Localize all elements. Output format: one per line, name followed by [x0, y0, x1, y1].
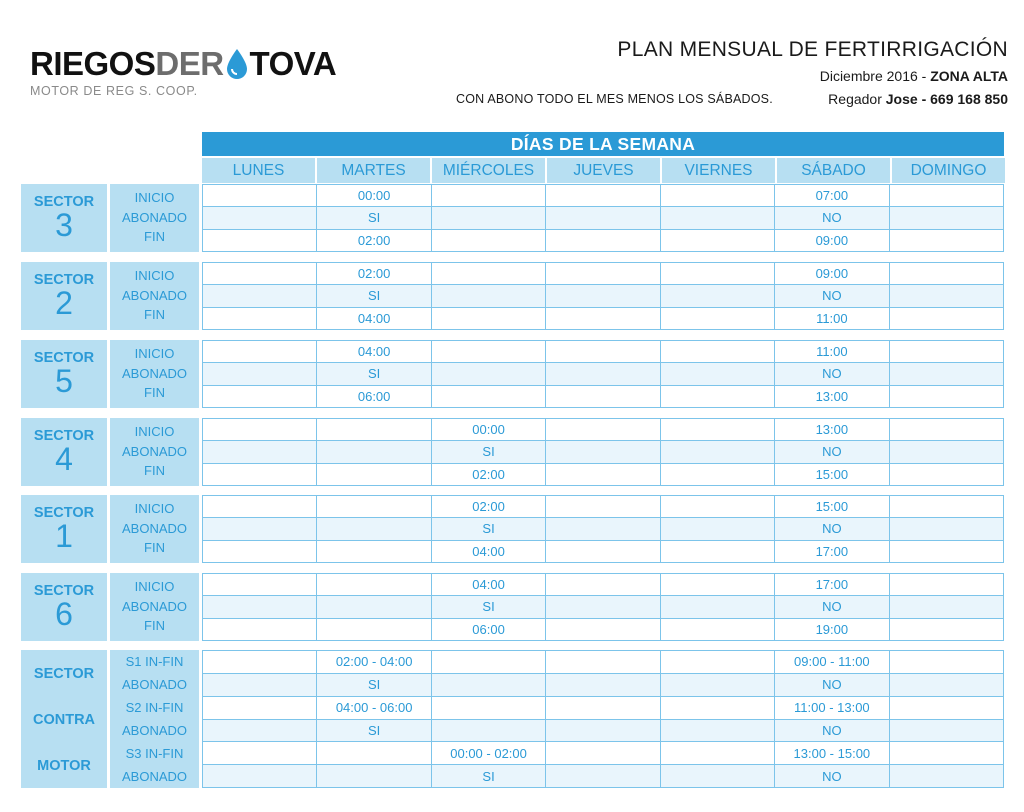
contra-motor-cell-thursday: [546, 742, 660, 765]
schedule-grid: [202, 495, 1004, 563]
cell-fin-saturday: 13:00: [775, 386, 889, 408]
cell-inicio-tuesday: 04:00: [317, 341, 431, 363]
sector-word: SECTOR: [33, 428, 95, 444]
sector-block: [21, 418, 1004, 486]
cell-abonado-thursday: [546, 285, 660, 307]
regador-separator: -: [917, 91, 931, 107]
contra-motor-row-label: ABONADO: [121, 769, 187, 784]
cell-inicio-wednesday: [432, 341, 546, 363]
regador-line: [828, 91, 1008, 107]
row-label-abonado: ABONADO: [121, 365, 187, 381]
cell-abonado-friday: [661, 596, 775, 618]
cell-abonado-saturday: NO: [775, 596, 889, 618]
cell-inicio-sunday: [890, 419, 1004, 441]
cell-fin-saturday: 19:00: [775, 619, 889, 641]
cell-inicio-tuesday: 02:00: [317, 263, 431, 285]
row-label-inicio: INICIO: [134, 268, 175, 283]
row-label-abonado: ABONADO: [121, 598, 187, 614]
cell-inicio-saturday: 13:00: [775, 419, 889, 441]
sector-number: 6: [55, 596, 73, 632]
cell-abonado-saturday: NO: [775, 207, 889, 229]
cell-fin-friday: [661, 464, 775, 486]
row-label-inicio: INICIO: [134, 501, 175, 516]
cell-fin-friday: [661, 541, 775, 563]
schedule-grid: [202, 262, 1004, 330]
contra-motor-cell-sunday: [890, 674, 1004, 697]
contra-motor-grid: [202, 650, 1004, 788]
cell-inicio-tuesday: [317, 419, 431, 441]
cell-inicio-friday: [661, 574, 775, 596]
contra-motor-cell-tuesday: [317, 742, 431, 765]
cell-abonado-wednesday: [432, 207, 546, 229]
sector-label: [21, 184, 107, 252]
cell-fin-tuesday: [317, 619, 431, 641]
cell-abonado-monday: [203, 596, 317, 618]
sector-number: 1: [55, 518, 73, 554]
contra-motor-cell-friday: [661, 742, 775, 765]
row-label-abonado: ABONADO: [121, 443, 187, 459]
contra-motor-row-label: ABONADO: [121, 723, 187, 738]
page-title: PLAN MENSUAL DE FERTIRRIGACIÓN: [617, 38, 1008, 61]
cell-inicio-thursday: [546, 496, 660, 518]
row-labels: [110, 184, 199, 252]
contra-motor-row-label: S2 IN-FIN: [125, 700, 184, 715]
cell-inicio-friday: [661, 341, 775, 363]
cell-inicio-monday: [203, 341, 317, 363]
row-label-abonado: ABONADO: [121, 287, 187, 303]
row-labels: [110, 418, 199, 486]
cell-inicio-monday: [203, 574, 317, 596]
contra-motor-word-1: SECTOR: [33, 666, 95, 682]
cell-abonado-saturday: NO: [775, 518, 889, 540]
sector-word: SECTOR: [33, 350, 95, 366]
cell-abonado-friday: [661, 363, 775, 385]
sector-label: [21, 573, 107, 641]
cell-abonado-tuesday: [317, 518, 431, 540]
contra-motor-word-3: MOTOR: [37, 758, 91, 774]
cell-inicio-thursday: [546, 263, 660, 285]
contra-motor-cell-monday: [203, 651, 317, 674]
cell-fin-wednesday: 02:00: [432, 464, 546, 486]
cell-abonado-tuesday: [317, 596, 431, 618]
cell-inicio-friday: [661, 185, 775, 207]
row-labels: [110, 495, 199, 563]
logo-wordmark: [30, 46, 360, 87]
cell-fin-sunday: [890, 308, 1004, 330]
contra-motor-cell-tuesday: 04:00 - 06:00: [317, 697, 431, 720]
sector-word: SECTOR: [33, 583, 95, 599]
days-of-week-header: DÍAS DE LA SEMANA: [202, 132, 1004, 156]
contra-motor-cell-wednesday: [432, 674, 546, 697]
cell-fin-friday: [661, 230, 775, 252]
cell-fin-thursday: [546, 308, 660, 330]
cell-inicio-thursday: [546, 341, 660, 363]
cell-fin-monday: [203, 230, 317, 252]
contra-motor-cell-wednesday: [432, 651, 546, 674]
row-label-fin: FIN: [144, 540, 165, 555]
sector-number: 5: [55, 363, 73, 399]
cell-inicio-sunday: [890, 496, 1004, 518]
contra-motor-cell-saturday: NO: [775, 765, 889, 788]
cell-fin-tuesday: [317, 541, 431, 563]
sector-word: SECTOR: [33, 505, 95, 521]
contra-motor-cell-tuesday: [317, 765, 431, 788]
row-labels: [110, 573, 199, 641]
contra-motor-label: [21, 650, 107, 788]
row-label-inicio: INICIO: [134, 579, 175, 594]
sector-block: [21, 184, 1004, 252]
cell-inicio-tuesday: [317, 574, 431, 596]
contra-motor-cell-tuesday: 02:00 - 04:00: [317, 651, 431, 674]
cell-inicio-monday: [203, 419, 317, 441]
cell-inicio-tuesday: 00:00: [317, 185, 431, 207]
cell-fin-sunday: [890, 541, 1004, 563]
contra-motor-cell-saturday: 13:00 - 15:00: [775, 742, 889, 765]
row-label-fin: FIN: [144, 618, 165, 633]
contra-motor-cell-thursday: [546, 651, 660, 674]
cell-fin-friday: [661, 386, 775, 408]
cell-fin-wednesday: [432, 386, 546, 408]
cell-abonado-friday: [661, 518, 775, 540]
cell-inicio-sunday: [890, 263, 1004, 285]
row-labels: [110, 262, 199, 330]
cell-fin-monday: [203, 464, 317, 486]
period-line: [820, 68, 1008, 84]
day-wednesday: MIÉRCOLES: [432, 158, 545, 183]
schedule-grid: [202, 184, 1004, 252]
cell-fin-saturday: 11:00: [775, 308, 889, 330]
cell-abonado-thursday: [546, 518, 660, 540]
cell-inicio-friday: [661, 496, 775, 518]
cell-fin-monday: [203, 308, 317, 330]
sector-block: [21, 340, 1004, 408]
contra-motor-cell-thursday: [546, 674, 660, 697]
contra-motor-cell-tuesday: SI: [317, 720, 431, 743]
cell-abonado-tuesday: SI: [317, 363, 431, 385]
contra-motor-word-2: CONTRA: [32, 712, 96, 728]
contra-motor-cell-monday: [203, 720, 317, 743]
cell-fin-friday: [661, 619, 775, 641]
contra-motor-cell-friday: [661, 765, 775, 788]
contra-motor-cell-saturday: NO: [775, 674, 889, 697]
cell-inicio-sunday: [890, 185, 1004, 207]
sector-block: [21, 262, 1004, 330]
schedule-note: CON ABONO TODO EL MES MENOS LOS SÁBADOS.: [456, 92, 773, 106]
contra-motor-cell-thursday: [546, 765, 660, 788]
contra-motor-cell-sunday: [890, 742, 1004, 765]
schedule-grid: [202, 573, 1004, 641]
cell-fin-monday: [203, 386, 317, 408]
cell-inicio-tuesday: [317, 496, 431, 518]
cell-fin-sunday: [890, 464, 1004, 486]
cell-inicio-thursday: [546, 185, 660, 207]
cell-fin-thursday: [546, 230, 660, 252]
contra-motor-cell-sunday: [890, 697, 1004, 720]
cell-fin-thursday: [546, 541, 660, 563]
contra-motor-cell-friday: [661, 697, 775, 720]
cell-inicio-wednesday: [432, 263, 546, 285]
cell-abonado-friday: [661, 441, 775, 463]
cell-abonado-wednesday: SI: [432, 596, 546, 618]
contra-motor-cell-thursday: [546, 720, 660, 743]
day-tuesday: MARTES: [317, 158, 430, 183]
sector-word: SECTOR: [33, 272, 95, 288]
cell-abonado-thursday: [546, 596, 660, 618]
row-label-inicio: INICIO: [134, 190, 175, 205]
sector-label: [21, 262, 107, 330]
cell-inicio-sunday: [890, 341, 1004, 363]
logo-part-1: RIEGOS: [30, 45, 156, 82]
cell-abonado-monday: [203, 207, 317, 229]
company-logo: [30, 46, 360, 98]
contra-motor-cell-saturday: 09:00 - 11:00: [775, 651, 889, 674]
cell-inicio-monday: [203, 496, 317, 518]
cell-inicio-saturday: 11:00: [775, 341, 889, 363]
contra-motor-cell-sunday: [890, 720, 1004, 743]
cell-abonado-tuesday: SI: [317, 207, 431, 229]
row-label-fin: FIN: [144, 229, 165, 244]
cell-abonado-thursday: [546, 207, 660, 229]
logo-subtitle: MOTOR DE REG S. COOP.: [30, 84, 198, 98]
cell-inicio-monday: [203, 185, 317, 207]
day-saturday: SÁBADO: [777, 158, 890, 183]
sector-label: [21, 340, 107, 408]
row-label-fin: FIN: [144, 463, 165, 478]
schedule-grid: [202, 340, 1004, 408]
cell-abonado-sunday: [890, 596, 1004, 618]
cell-fin-tuesday: 02:00: [317, 230, 431, 252]
contra-motor-cell-monday: [203, 742, 317, 765]
cell-abonado-thursday: [546, 363, 660, 385]
day-thursday: JUEVES: [547, 158, 660, 183]
zone: ZONA ALTA: [930, 68, 1008, 84]
period-separator: -: [917, 68, 931, 84]
cell-inicio-sunday: [890, 574, 1004, 596]
contra-motor-row-label: S1 IN-FIN: [125, 654, 184, 669]
contra-motor-cell-friday: [661, 651, 775, 674]
sector-label: [21, 418, 107, 486]
cell-fin-monday: [203, 619, 317, 641]
cell-fin-thursday: [546, 464, 660, 486]
regador-label: Regador: [828, 91, 882, 107]
cell-abonado-wednesday: [432, 363, 546, 385]
contra-motor-cell-monday: [203, 765, 317, 788]
cell-abonado-sunday: [890, 518, 1004, 540]
cell-inicio-thursday: [546, 419, 660, 441]
cell-inicio-wednesday: [432, 185, 546, 207]
contra-motor-cell-wednesday: 00:00 - 02:00: [432, 742, 546, 765]
contra-motor-cell-friday: [661, 674, 775, 697]
day-friday: VIERNES: [662, 158, 775, 183]
cell-inicio-wednesday: 04:00: [432, 574, 546, 596]
contra-motor-cell-tuesday: SI: [317, 674, 431, 697]
contra-motor-cell-wednesday: [432, 697, 546, 720]
cell-fin-tuesday: 06:00: [317, 386, 431, 408]
cell-inicio-saturday: 07:00: [775, 185, 889, 207]
cell-fin-saturday: 09:00: [775, 230, 889, 252]
water-drop-icon: [225, 48, 249, 87]
cell-abonado-sunday: [890, 441, 1004, 463]
sector-number: 3: [55, 207, 73, 243]
schedule-grid: [202, 418, 1004, 486]
regador-phone: 669 168 850: [930, 91, 1008, 107]
contra-motor-cell-thursday: [546, 697, 660, 720]
contra-motor-cell-sunday: [890, 765, 1004, 788]
cell-inicio-saturday: 15:00: [775, 496, 889, 518]
cell-abonado-monday: [203, 363, 317, 385]
cell-abonado-monday: [203, 441, 317, 463]
cell-fin-thursday: [546, 386, 660, 408]
contra-motor-block: [21, 650, 1004, 788]
cell-abonado-sunday: [890, 363, 1004, 385]
cell-inicio-wednesday: 00:00: [432, 419, 546, 441]
day-columns: [202, 158, 1005, 183]
cell-inicio-thursday: [546, 574, 660, 596]
contra-motor-cell-saturday: 11:00 - 13:00: [775, 697, 889, 720]
cell-abonado-tuesday: SI: [317, 285, 431, 307]
sector-block: [21, 495, 1004, 563]
cell-abonado-wednesday: SI: [432, 518, 546, 540]
day-sunday: DOMINGO: [892, 158, 1005, 183]
cell-abonado-tuesday: [317, 441, 431, 463]
cell-abonado-saturday: NO: [775, 285, 889, 307]
contra-motor-row-label: S3 IN-FIN: [125, 746, 184, 761]
cell-fin-monday: [203, 541, 317, 563]
row-label-fin: FIN: [144, 307, 165, 322]
sector-number: 2: [55, 285, 73, 321]
cell-fin-tuesday: [317, 464, 431, 486]
contra-motor-row-label: ABONADO: [121, 677, 187, 692]
cell-abonado-sunday: [890, 207, 1004, 229]
cell-fin-sunday: [890, 386, 1004, 408]
contra-motor-cell-friday: [661, 720, 775, 743]
row-label-fin: FIN: [144, 385, 165, 400]
cell-inicio-saturday: 09:00: [775, 263, 889, 285]
sector-label: [21, 495, 107, 563]
cell-abonado-friday: [661, 285, 775, 307]
cell-abonado-saturday: NO: [775, 441, 889, 463]
cell-fin-sunday: [890, 230, 1004, 252]
contra-motor-row-labels: [110, 650, 199, 788]
cell-fin-friday: [661, 308, 775, 330]
cell-fin-tuesday: 04:00: [317, 308, 431, 330]
cell-fin-wednesday: 04:00: [432, 541, 546, 563]
cell-inicio-saturday: 17:00: [775, 574, 889, 596]
cell-abonado-friday: [661, 207, 775, 229]
contra-motor-cell-monday: [203, 674, 317, 697]
sector-number: 4: [55, 441, 73, 477]
cell-fin-wednesday: [432, 230, 546, 252]
period: Diciembre 2016: [819, 68, 918, 84]
row-label-abonado: ABONADO: [121, 209, 187, 225]
cell-fin-saturday: 15:00: [775, 464, 889, 486]
cell-inicio-monday: [203, 263, 317, 285]
sector-block: [21, 573, 1004, 641]
row-label-abonado: ABONADO: [121, 520, 187, 536]
regador-name: Jose: [885, 91, 918, 107]
cell-abonado-monday: [203, 518, 317, 540]
logo-part-3: TOVA: [249, 45, 337, 82]
contra-motor-cell-wednesday: [432, 720, 546, 743]
cell-abonado-saturday: NO: [775, 363, 889, 385]
sector-word: SECTOR: [33, 194, 95, 210]
cell-abonado-wednesday: [432, 285, 546, 307]
cell-abonado-sunday: [890, 285, 1004, 307]
row-labels: [110, 340, 199, 408]
cell-inicio-friday: [661, 419, 775, 441]
cell-abonado-monday: [203, 285, 317, 307]
cell-fin-saturday: 17:00: [775, 541, 889, 563]
cell-inicio-wednesday: 02:00: [432, 496, 546, 518]
cell-fin-thursday: [546, 619, 660, 641]
contra-motor-cell-saturday: NO: [775, 720, 889, 743]
contra-motor-cell-sunday: [890, 651, 1004, 674]
row-label-inicio: INICIO: [134, 424, 175, 439]
contra-motor-cell-wednesday: SI: [432, 765, 546, 788]
cell-abonado-wednesday: SI: [432, 441, 546, 463]
day-monday: LUNES: [202, 158, 315, 183]
cell-fin-sunday: [890, 619, 1004, 641]
row-label-inicio: INICIO: [134, 346, 175, 361]
contra-motor-cell-monday: [203, 697, 317, 720]
cell-inicio-friday: [661, 263, 775, 285]
logo-part-2: DER: [155, 45, 224, 82]
cell-fin-wednesday: 06:00: [432, 619, 546, 641]
cell-fin-wednesday: [432, 308, 546, 330]
cell-abonado-thursday: [546, 441, 660, 463]
